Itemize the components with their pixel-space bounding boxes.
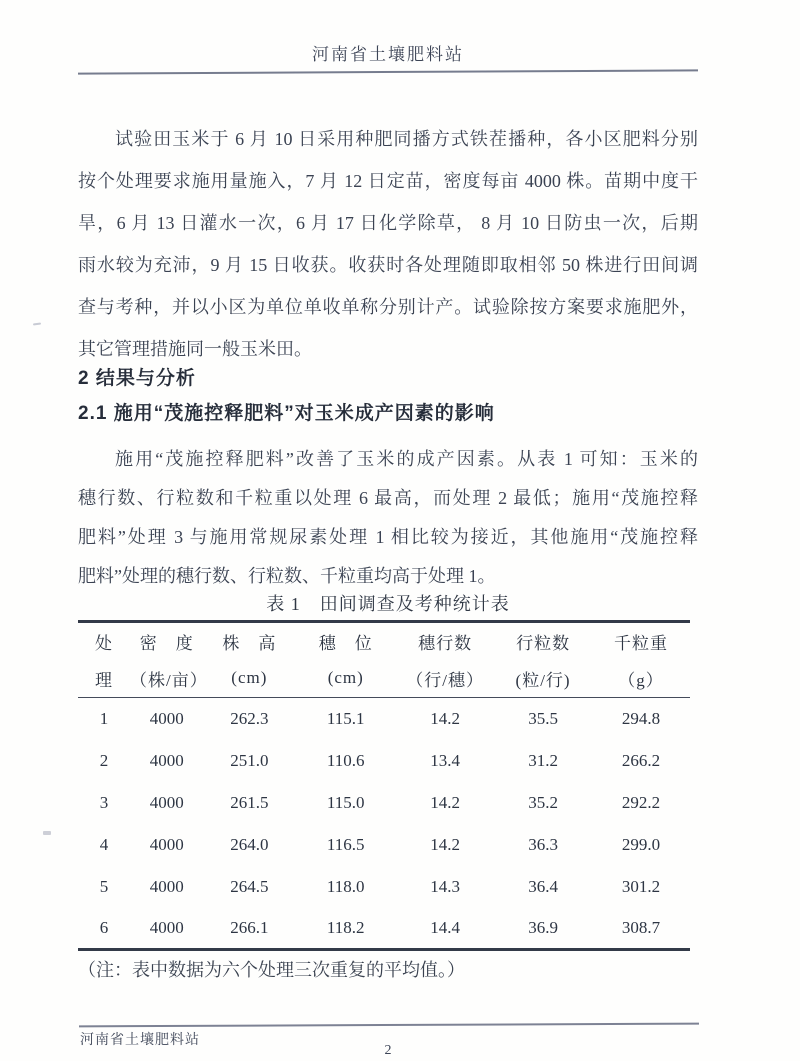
table-header-row: [78, 622, 690, 660]
table-cell: 4000: [149, 750, 184, 770]
table-header: [78, 622, 690, 698]
paragraph-line: 穗行数、行粒数和千粒重以处理 6 最高，而处理 2 最低；施用“茂施控释: [78, 488, 698, 508]
table-cell: 35.5: [528, 708, 558, 728]
table-cell: 14.3: [430, 876, 461, 896]
scan-artifact: [33, 322, 41, 325]
table-cell: 35.2: [528, 792, 558, 812]
paragraph-line: 肥料”处理的穗行数、行粒数、千粒重均高于处理 1。: [78, 566, 496, 586]
paragraph-line: 旱，6 月 13 日灌水一次，6 月 17 日化学除草， 8 月 10 日防虫一次，后期: [78, 213, 698, 233]
table-cell: 266.2: [621, 750, 661, 770]
footer-organization: 河南省土壤肥料站: [80, 1033, 200, 1048]
footer-rule: [79, 1023, 699, 1027]
table-row: [78, 866, 690, 908]
table-cell: 3: [99, 792, 109, 812]
page-number: 2: [384, 1043, 392, 1058]
paragraph-field-management: [78, 118, 698, 370]
table-cell: 14.2: [430, 708, 461, 728]
table-cell: 14.4: [430, 917, 461, 937]
table-caption: 表 1 田间调查及考种统计表: [266, 594, 510, 614]
table-header-cell: 处: [95, 633, 113, 653]
table-header-cell: （株/亩）: [130, 670, 208, 690]
table-cell: 4000: [149, 834, 184, 854]
table-cell: 2: [99, 750, 109, 770]
table-cell: 4000: [149, 876, 184, 896]
table-header-cell: 穗行数: [418, 633, 473, 653]
table-row: [78, 698, 690, 740]
table-cell: 115.0: [326, 792, 365, 812]
table-header-cell: （行/穗）: [406, 670, 485, 690]
table-row: [78, 824, 690, 866]
table-header-cell: (cm): [327, 668, 364, 688]
table-cell: 264.5: [230, 876, 269, 896]
table-cell: 262.3: [230, 708, 269, 728]
paragraph-line: 肥料”处理 3 与施用常规尿素处理 1 相比较为接近，其他施用“茂施控释: [78, 527, 698, 547]
table-cell: 115.1: [326, 708, 365, 728]
paragraph-line: 施用“茂施控释肥料”改善了玉米的成产因素。从表 1 可知：玉米的: [115, 449, 698, 469]
table-header-cell: 理: [95, 670, 113, 690]
table-header-cell: 行粒数: [516, 633, 571, 653]
table-row: [78, 908, 690, 950]
table-cell: 266.1: [230, 917, 269, 937]
table-header-cell: 穗 位: [318, 633, 373, 653]
table-cell: 1: [99, 708, 109, 728]
table-note: （注：表中数据为六个处理三次重复的平均值。）: [78, 960, 465, 980]
header-rule: [78, 69, 698, 74]
table-cell: 14.2: [430, 834, 461, 854]
table-header-cell: 密 度: [139, 633, 194, 653]
table-cell: 36.3: [528, 834, 558, 854]
paragraph-line: 雨水较为充沛，9 月 15 日收获。收获时各处理随即取相邻 50 株进行田间调: [78, 255, 698, 275]
table-cell: 6: [99, 917, 109, 937]
table-cell: 118.2: [326, 917, 365, 937]
table-cell: 36.4: [528, 876, 558, 896]
table-header-cell: 千粒重: [614, 633, 669, 653]
table-header-cell: (粒/行): [515, 670, 571, 690]
table-cell: 110.6: [326, 750, 365, 770]
table-cell: 4000: [149, 792, 184, 812]
table-header-cell: 株 高: [222, 633, 277, 653]
table-row: [78, 782, 690, 824]
table-header-cell: （g）: [618, 670, 664, 690]
table-cell: 308.7: [621, 917, 661, 937]
table-cell: 294.8: [621, 708, 661, 728]
table-cell: 292.2: [621, 792, 661, 812]
page-header-title: 河南省土壤肥料站: [312, 45, 464, 64]
paragraph-line: 其它管理措施同一般玉米田。: [78, 339, 312, 359]
table-cell: 4: [99, 834, 109, 854]
table-cell: 299.0: [621, 834, 661, 854]
table-cell: 14.2: [430, 792, 461, 812]
table-cell: 251.0: [230, 750, 269, 770]
scan-artifact: [43, 831, 51, 835]
table-cell: 5: [99, 876, 109, 896]
table-row: [78, 740, 690, 782]
paragraph-line: 查与考种，并以小区为单位单收单称分别计产。试验除按方案要求施肥外，: [78, 297, 698, 317]
table-cell: 4000: [149, 917, 184, 937]
table-cell: 261.5: [230, 792, 269, 812]
table-cell: 118.0: [326, 876, 365, 896]
paragraph-line: 试验田玉米于 6 月 10 日采用种肥同播方式铁茬播种，各小区肥料分别: [115, 129, 698, 149]
paragraph-table1-analysis: [78, 440, 698, 596]
table-header-row: [78, 660, 690, 698]
table-cell: 301.2: [621, 876, 661, 896]
field-survey-table: [78, 620, 690, 951]
table-cell: 31.2: [528, 750, 558, 770]
table-cell: 36.9: [528, 917, 558, 937]
section-heading-results: 2 结果与分析: [78, 368, 196, 389]
table-cell: 4000: [149, 708, 184, 728]
subsection-heading-fertilizer-effect: 2.1 施用“茂施控释肥料”对玉米成产因素的影响: [78, 403, 495, 424]
table-header-cell: (cm): [231, 668, 268, 688]
paragraph-line: 按个处理要求施用量施入，7 月 12 日定苗，密度每亩 4000 株。苗期中度干: [78, 171, 698, 191]
table-cell: 116.5: [326, 834, 365, 854]
table-cell: 264.0: [230, 834, 269, 854]
table-cell: 13.4: [430, 750, 461, 770]
